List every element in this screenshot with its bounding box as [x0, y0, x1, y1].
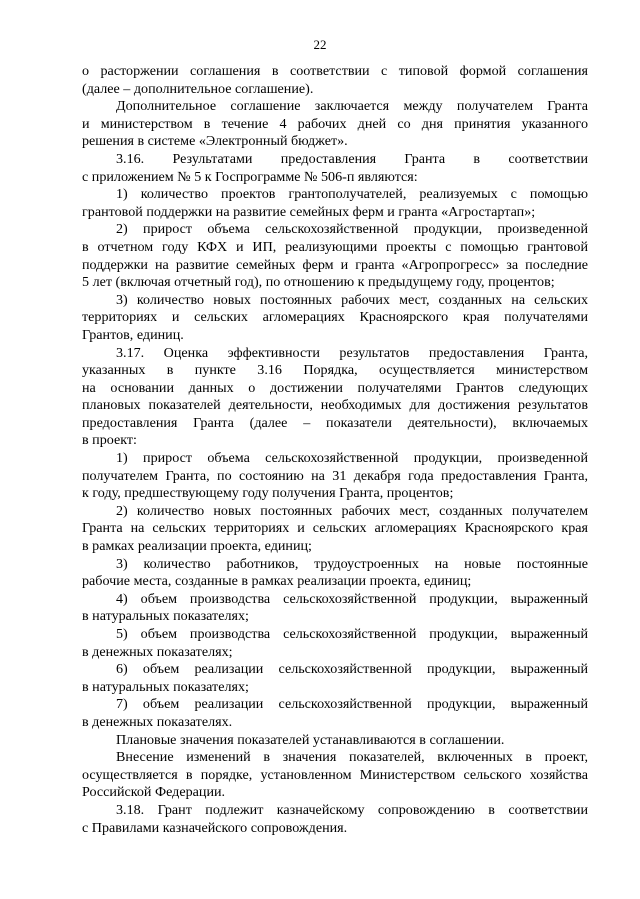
text-line: в отчетном году КФХ и ИП, реализующими проекты с помощью грантовой [82, 238, 588, 255]
paragraph [82, 749, 588, 802]
text-line: 2) количество новых постоянных рабочих мест, созданных получателем [116, 502, 588, 519]
text-line: и министерством в течение 4 рабочих дней со дня принятия указанного [82, 115, 588, 132]
paragraph [82, 292, 588, 345]
document-body [82, 63, 588, 837]
paragraph [82, 696, 588, 731]
text-line: 3.17. Оценка эффективности результатов предоставления Гранта, [116, 344, 588, 361]
text-line: на основании данных о достижении получателями Грантов следующих [82, 379, 588, 396]
text-line: территориях и сельских агломерациях Красноярского края получателями [82, 309, 588, 326]
paragraph [82, 98, 588, 151]
paragraph [82, 221, 588, 291]
text-line: к году, предшествующему году получения Гранта, процентов; [82, 485, 454, 502]
text-line: в проект: [82, 432, 137, 449]
paragraph [82, 661, 588, 696]
paragraph [82, 186, 588, 221]
text-line: в денежных показателях; [82, 643, 233, 660]
text-line: о расторжении соглашения в соответствии с типовой формой соглашения [82, 63, 588, 79]
text-line: Плановые значения показателей устанавливаются в соглашении. [116, 731, 505, 748]
text-line: с Правилами казначейского сопровождения. [82, 819, 348, 836]
text-line: Грантов, единиц. [82, 326, 184, 343]
text-line: поддержки на развитие семейных ферм и гранта «Агропрогресс» за последние [82, 256, 588, 273]
text-line: 3.16. Результатами предоставления Гранта в соответствии [116, 150, 588, 167]
text-line: 3) количество новых постоянных рабочих мест, созданных на сельских [116, 291, 588, 308]
paragraph [82, 591, 588, 626]
text-line: предоставления Гранта (далее – показатели деятельности), включаемых [82, 414, 588, 431]
text-line: (далее – дополнительное соглашение). [82, 80, 314, 97]
text-line: решения в системе «Электронный бюджет». [82, 133, 348, 150]
paragraph [82, 503, 588, 556]
text-line: рабочие места, созданные в рамках реализации проекта, единиц; [82, 573, 472, 590]
text-line: 7) объем реализации сельскохозяйственной продукции, выраженный [116, 696, 588, 713]
text-line: Гранта на сельских территориях и сельских агломерациях Красноярского края [82, 520, 588, 537]
text-line: Дополнительное соглашение заключается между получателем Гранта [116, 98, 588, 115]
text-line: 5 лет (включая отчетный год), по отношению к предыдущему году, процентов; [82, 274, 555, 291]
paragraph [82, 345, 588, 451]
text-line: в натуральных показателях; [82, 608, 249, 625]
text-line: Внесение изменений в значения показателей, включенных в проект, [116, 749, 588, 766]
paragraph [82, 63, 588, 98]
paragraph [82, 802, 588, 837]
text-line: 5) объем производства сельскохозяйственной продукции, выраженный [116, 626, 588, 642]
text-line: 1) количество проектов грантополучателей, реализуемых с помощью [116, 186, 588, 203]
text-line: Российской Федерации. [82, 784, 226, 801]
paragraph [82, 450, 588, 503]
text-line: указанных в пункте 3.16 Порядка, осуществляется министерством [82, 362, 588, 379]
text-line: грантовой поддержки на развитие семейных ферм и гранта «Агростартап»; [82, 203, 536, 220]
text-line: 3) количество работников, трудоустроенных на новые постоянные [116, 555, 588, 572]
text-line: с приложением № 5 к Госпрограмме № 506-п являются: [82, 168, 418, 185]
paragraph [82, 732, 588, 750]
text-line: получателем Гранта, по состоянию на 31 декабря года предоставления Гранта, [82, 467, 588, 484]
text-line: осуществляется в порядке, установленном Министерством сельского хозяйства [82, 766, 588, 783]
text-line: в натуральных показателях; [82, 678, 249, 695]
paragraph [82, 556, 588, 591]
text-line: в рамках реализации проекта, единиц; [82, 538, 312, 555]
page-number: 22 [313, 37, 327, 52]
text-line: 3.18. Грант подлежит казначейскому сопровождению в соответствии [116, 801, 588, 818]
paragraph [82, 151, 588, 186]
text-line: 6) объем реализации сельскохозяйственной продукции, выраженный [116, 661, 588, 678]
paragraph [82, 626, 588, 661]
text-line: 2) прирост объема сельскохозяйственной продукции, произведенной [116, 221, 588, 238]
text-line: 4) объем производства сельскохозяйственной продукции, выраженный [116, 590, 588, 607]
text-line: плановых показателей деятельности, необходимых для достижения результатов [82, 397, 588, 414]
text-line: 1) прирост объема сельскохозяйственной продукции, произведенной [116, 450, 588, 467]
text-line: в денежных показателях. [82, 713, 233, 730]
